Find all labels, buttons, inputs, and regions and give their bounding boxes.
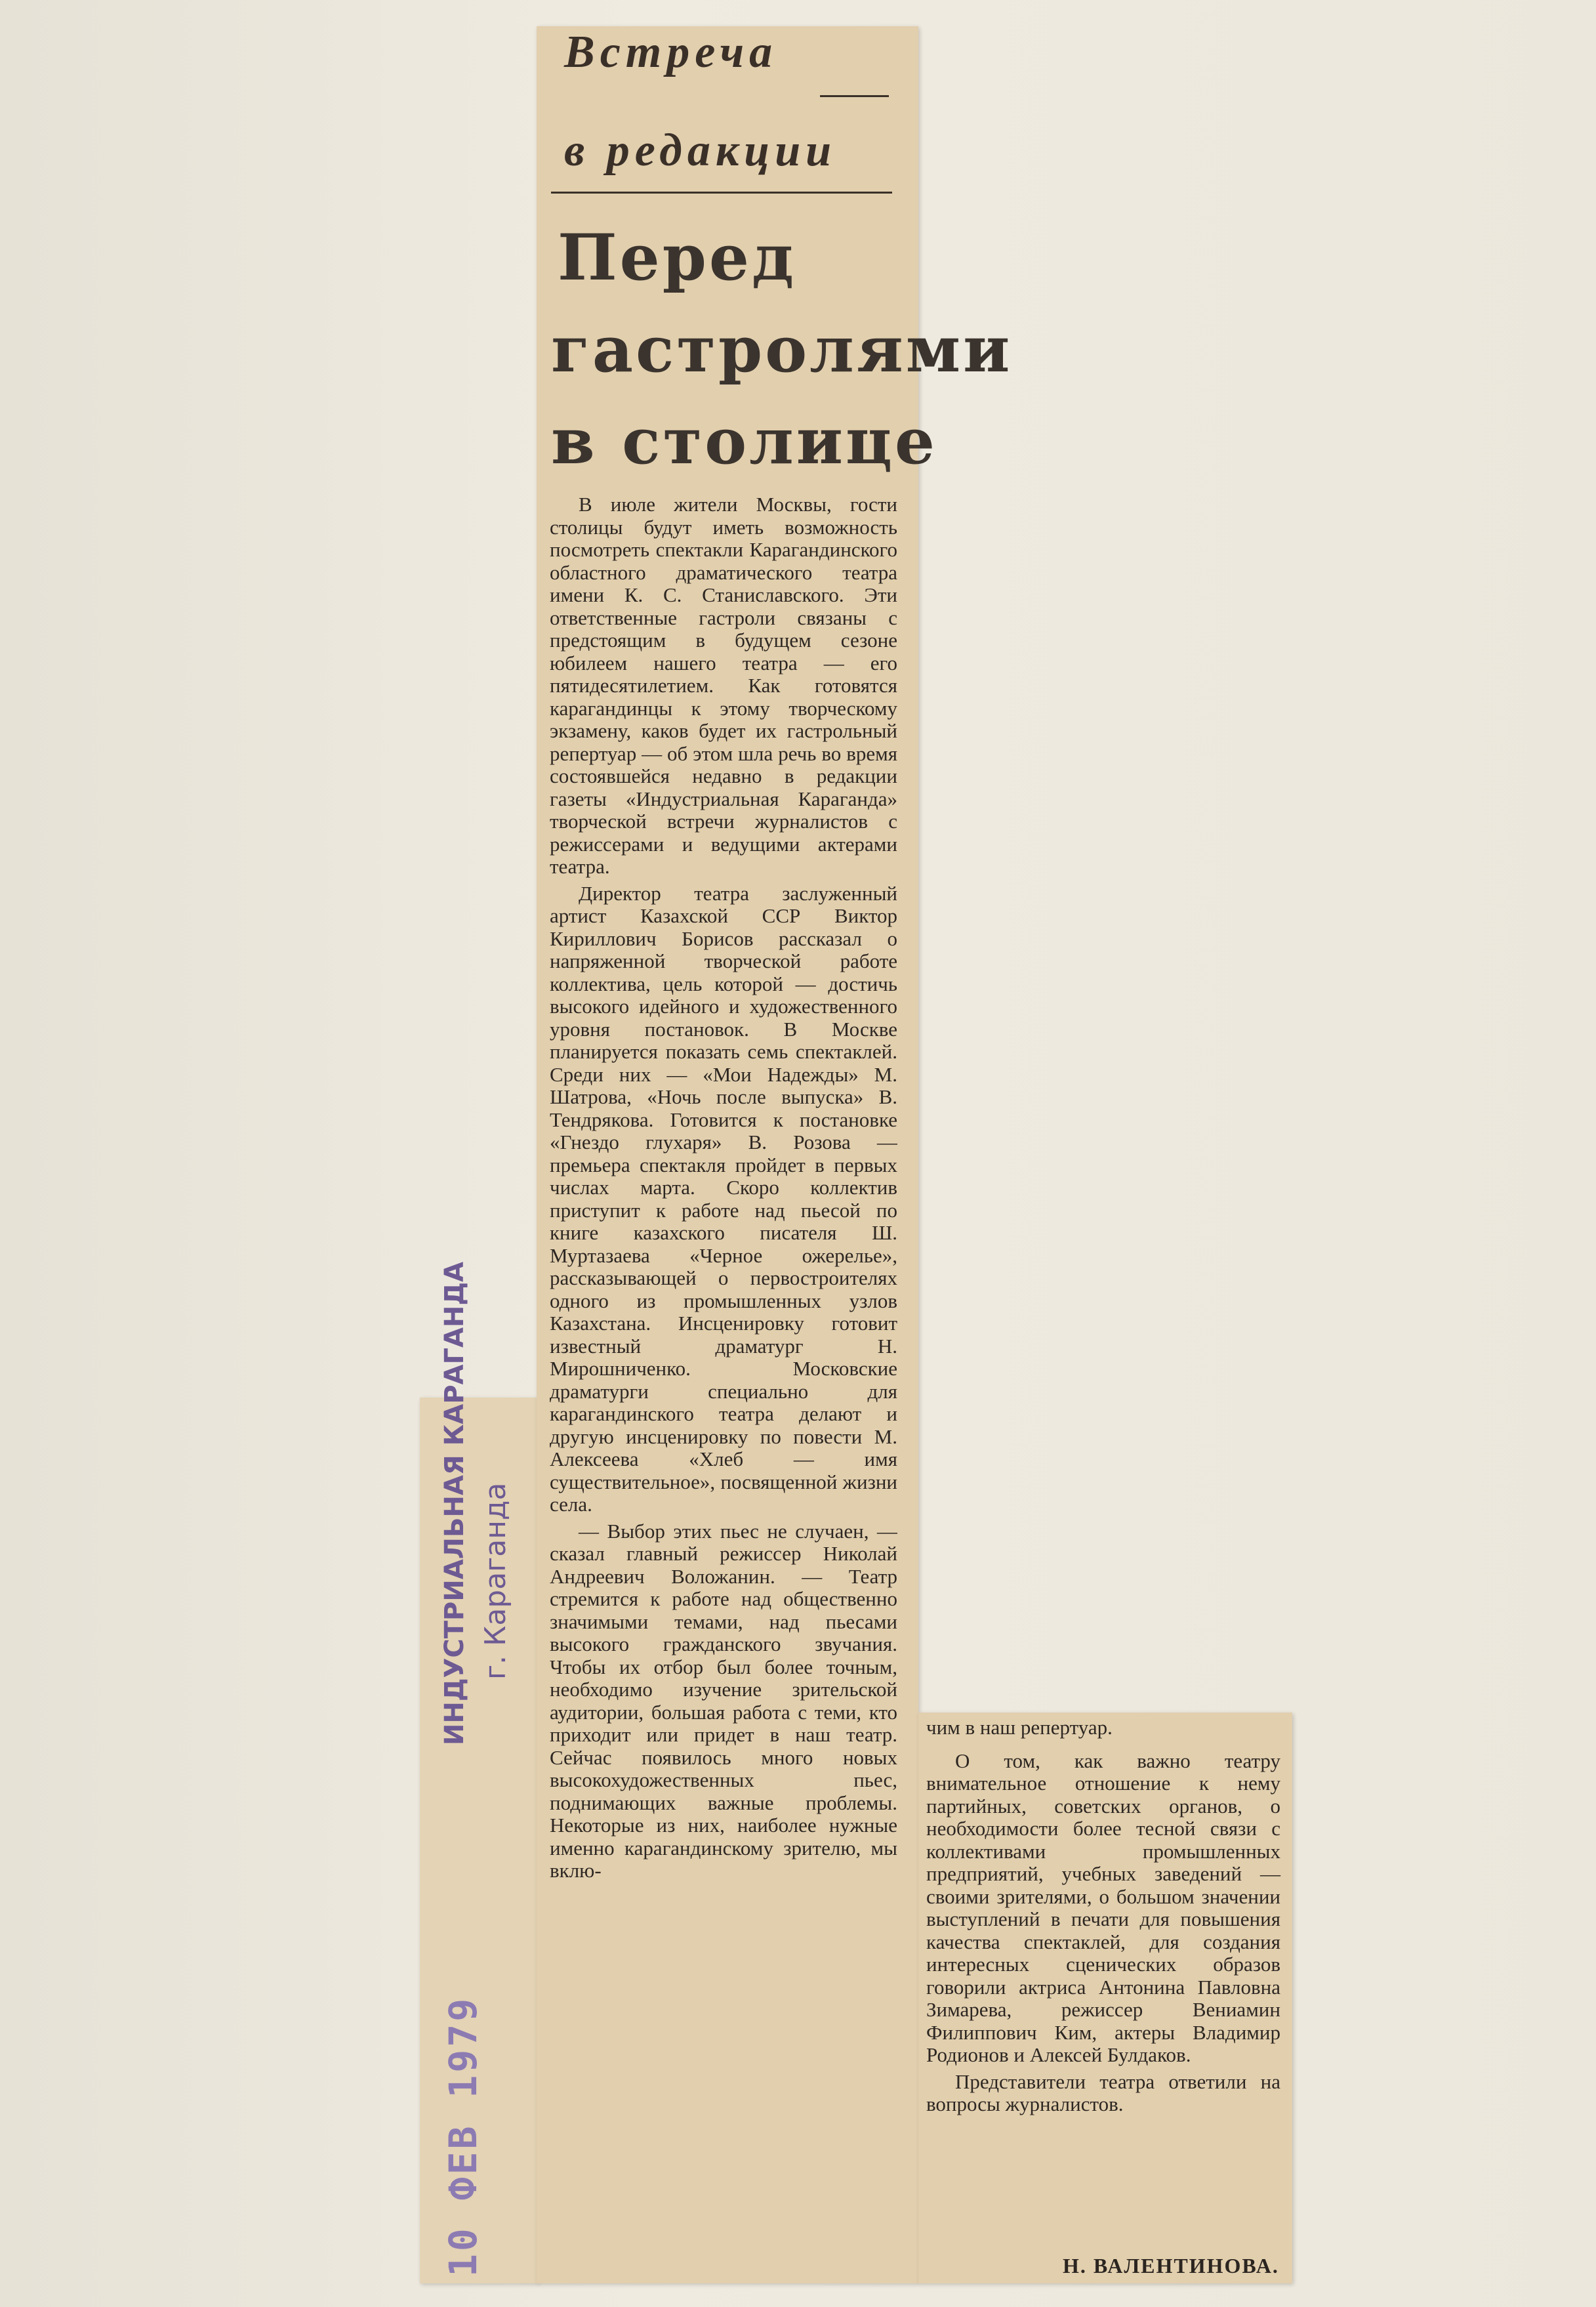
headline-line-2: гастролями xyxy=(551,312,1013,386)
kicker-line-2: в редакции xyxy=(564,125,837,176)
paragraph-chief-director: — Выбор этих пьес не случаен, — сказал главный режиссер Николай Андреевич Воложанин. — Театр стремится к работе над общественно значимыми темами, над пьесами высокого гражданского звучания. Чтобы их отбор был более точным, необходимо изучение зрительской аудитории, большая работа с теми, кто приходит или придет в наш театр. Сейчас появилось много новых высокохудожественных пьес, поднимающих важные проблемы. Некоторые из них, наиболее нужные именно карагандинскому зрителю, мы вклю- xyxy=(550,1519,897,1882)
stamp-date: 10 ФЕВ 1979 xyxy=(441,1995,485,2277)
headline-line-1: Перед xyxy=(558,220,796,295)
headline-line-3: в столице xyxy=(551,404,937,478)
kicker-line-1: Встреча xyxy=(564,27,778,77)
stamp-outlet-name: ИНДУСТРИАЛЬНАЯ КАРАГАНДА xyxy=(440,1261,470,1745)
paragraph-director: Директор театра заслуженный артист Казахской ССР Виктор Кириллович Борисов рассказал о напряженной творческой работе коллектива, цель которой — достичь высокого идейного и художественного уровня постановок. В Москве планируется показать семь спектаклей. Среди них — «Мои Надежды» М. Шатрова, «Ночь после выпуска» В. Тендрякова. Готовится к постановке «Гнездо глухаря» В. Розова — премьера спектакля пройдет в первых числах марта. Скоро коллектив приступит к работе над пьесой по книге казахского писателя Ш. Муртазаева «Черное ожерелье», рассказывающей о первостроителях одного из промышленных узлов Казахстана. Инсценировку готовит известный драматург Н. Мирошниченко. Московские драматурги специально для карагандинского театра делают и другую инсценировку по повести М. Алексеева «Хлеб — имя существительное», посвященной жизни села. xyxy=(550,881,897,1516)
paragraph-intro: В июле жители Москвы, гости столицы будут иметь возможность посмотреть спектакли Карагандинского областного драматического театра имени К. С. Станиславского. Эти ответственные гастроли связаны с предстоящим в будущем сезоне юбилеем нашего театра — его пятидесятилетием. Как готовятся карагандинцы к этому творческому экзамену, каков будет их гастрольный репертуар — об этом шла речь во время состоявшейся недавно в редакции газеты «Индустриальная Караганда» творческой встречи журналистов с режиссерами и ведущими актерами театра. xyxy=(550,493,897,878)
paragraph-support: О том, как важно театру внимательное отношение к нему партийных, советских органов, о необходимости более тесной связи с коллективами промышленных предприятий, учебных заведений — своими зрителями, о большом значении выступлений в печати для повышения качества спектаклей, для создания интересных сценических образов говорили актриса Антонина Павловна Зимарева, режиссер Вениамин Филиппович Ким, актеры Владимир Родионов и Алексей Булдаков. xyxy=(926,1749,1280,2066)
stamp-outlet-city: г. Караганда xyxy=(479,1482,512,1680)
kicker-rule-1 xyxy=(820,95,889,97)
kicker-rule-2 xyxy=(551,192,892,194)
author-signature: Н. ВАЛЕНТИНОВА. xyxy=(1063,2254,1279,2277)
paragraph-answers: Представители театра ответили на вопросы журналистов. xyxy=(926,2069,1280,2115)
article-main-text xyxy=(550,493,897,2278)
continuation-line: чим в наш репертуар. xyxy=(926,1716,1113,1739)
article-continuation xyxy=(926,1716,1280,2120)
